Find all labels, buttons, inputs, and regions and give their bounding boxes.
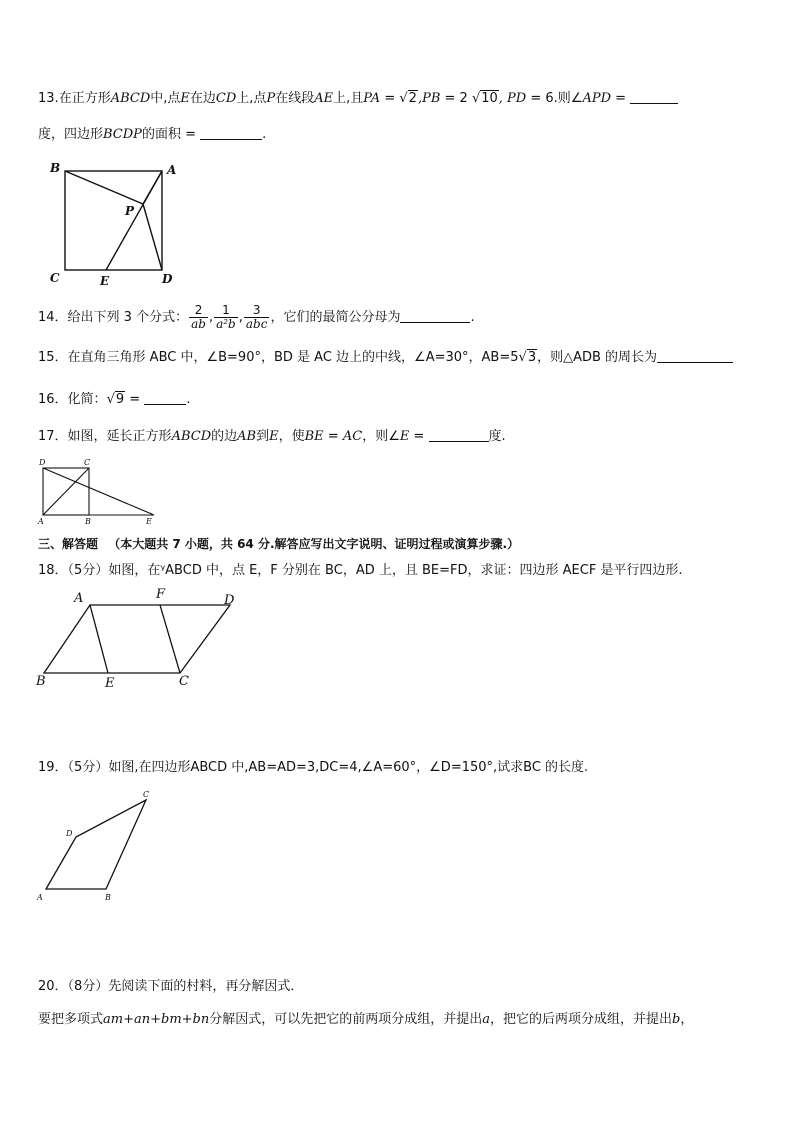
answer-blank[interactable] (630, 89, 678, 104)
segment-pd (143, 204, 162, 270)
segment-fc (160, 605, 180, 673)
fraction-2: $\frac{1}{\text{a²b}}$ (216, 303, 236, 331)
figure-13-square (44, 160, 184, 288)
label-p: P (125, 204, 135, 218)
sqrt-2: √2 (399, 91, 417, 106)
label-b: B (105, 893, 111, 902)
segment-de (43, 468, 154, 515)
answer-blank[interactable] (144, 390, 186, 405)
q17-line: 17．如图，延长正方形ABCD的边AB到E，使BE = AC，则∠E = 度. (38, 429, 506, 444)
segment-bp (65, 171, 143, 204)
q14-line: 14．给出下列 3 个分式： $\frac{2}{ab}$ , $\frac{1}{\text{a²b}}$ , $\frac{3}{\text{abc}}$ ，它们的最简公分母为 . (38, 303, 475, 331)
answer-blank[interactable] (429, 427, 489, 442)
label-a: A (74, 591, 84, 606)
q19-line: 19．（5分）如图,在四边形ABCD 中,AB=AD=3,DC=4,∠A=60°，∠D=150°,试求BC 的长度. (38, 760, 589, 775)
sqrt-10: √10 (471, 91, 498, 106)
sqrt-3: √3 (518, 350, 537, 365)
label-b: B (36, 674, 46, 689)
figure-17-square-extended (36, 455, 162, 527)
sqrt-9: √9 (106, 392, 125, 407)
label-b: B (50, 161, 61, 175)
label-d: D (39, 458, 46, 467)
diagonal-ac (43, 468, 89, 515)
figure-19-quadrilateral (34, 785, 158, 905)
label-e: E (146, 517, 152, 526)
segment-ae (106, 171, 162, 270)
section-3-heading: 三、解答题 （本大题共 7 小题，共 64 分.解答应写出文字说明、证明过程或演算步骤.） (38, 537, 520, 551)
label-d: D (224, 593, 235, 608)
label-d: D (66, 829, 73, 838)
label-d: D (162, 272, 173, 286)
fraction-3: $\frac{3}{\text{abc}}$ (245, 303, 268, 331)
segment-ae (90, 605, 108, 673)
q18-line: 18．（5分）如图，在ᵞABCD 中，点 E，F 分别在 BC，AD 上，且 BE=FD，求证：四边形 AECF 是平行四边形. (38, 563, 683, 578)
label-c: C (143, 790, 150, 799)
q20-line1: 20．（8分）先阅读下面的村料，再分解因式． (38, 979, 304, 994)
label-a: A (167, 163, 177, 177)
figure-18-parallelogram (34, 585, 244, 693)
answer-blank[interactable] (200, 125, 262, 140)
q16-line: 16．化简：√9 = . (38, 392, 191, 407)
label-c: C (179, 674, 189, 689)
q13-line1: 13.在正方形ABCD中,点E在边CD上,点P在线段AE上,且PA = √2,PB = 2 √10, PD = 6.则∠APD = (38, 89, 678, 108)
label-a: A (38, 517, 44, 526)
answer-blank[interactable] (657, 348, 733, 363)
q15-line: 15．在直角三角形 ABC 中，∠B=90°，BD 是 AC 边上的中线，∠A=30°，AB=5√3，则△ADB 的周长为 (38, 348, 733, 367)
q20-line2: 要把多项式am+an+bm+bn分解因式，可以先把它的前两项分成组，并提出a，把它的后两项分成组，并提出b， (38, 1012, 694, 1027)
label-b: B (85, 517, 91, 526)
label-c: C (84, 458, 91, 467)
label-a: A (37, 893, 43, 902)
quadrilateral-abcd (46, 800, 146, 889)
label-f: F (156, 587, 166, 602)
label-e: E (100, 274, 110, 288)
q13-line2: 度，四边形BCDP的面积 = . (38, 127, 267, 142)
answer-blank[interactable] (400, 308, 470, 323)
label-e: E (105, 676, 115, 691)
fraction-1: $\frac{2}{ab}$ (191, 303, 206, 331)
label-c: C (50, 271, 60, 285)
question-number: 13. (38, 91, 59, 106)
parallelogram-abcd (44, 605, 230, 673)
